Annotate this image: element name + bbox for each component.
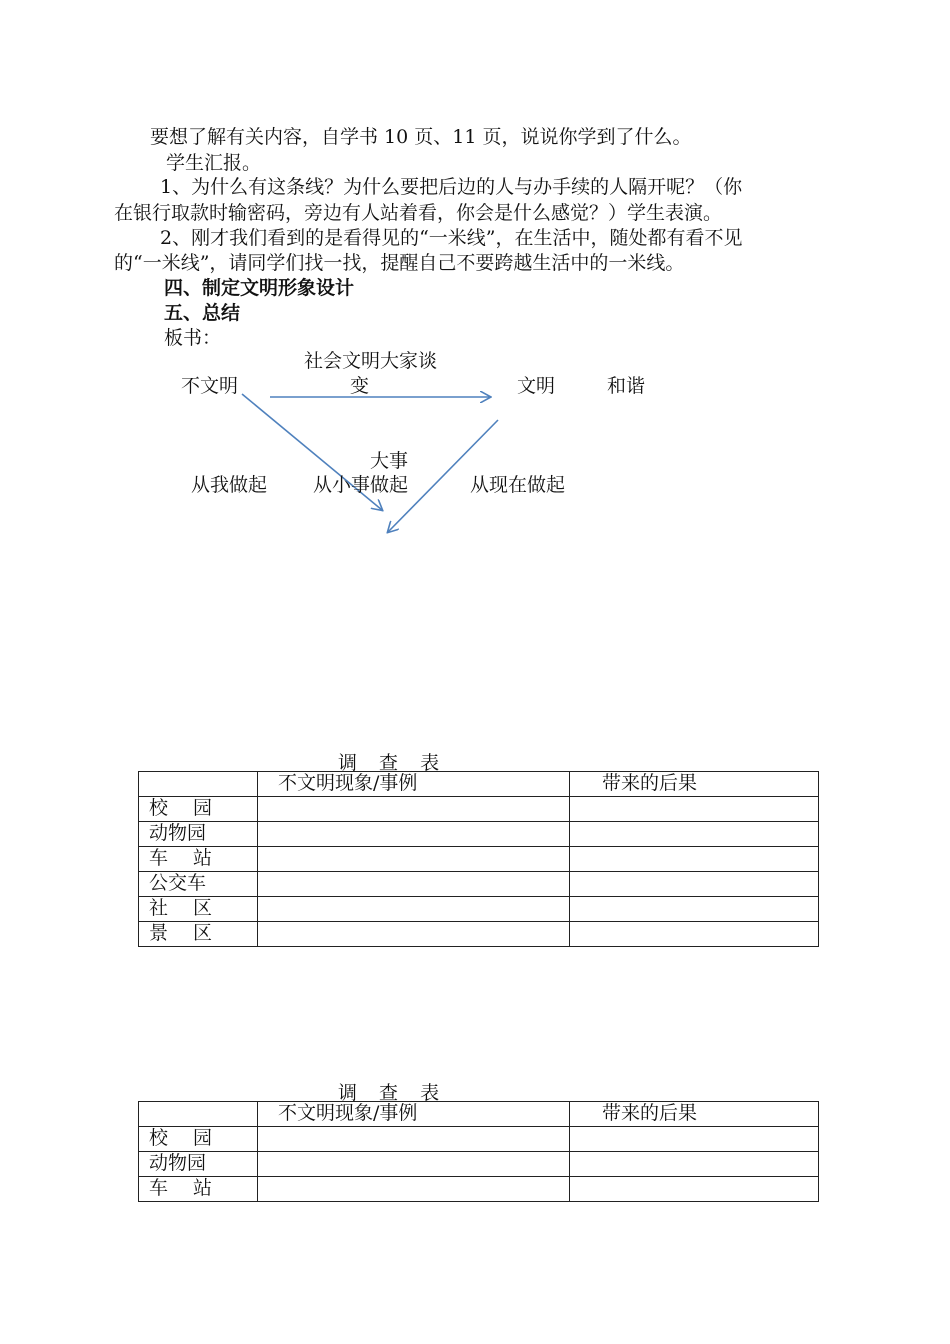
- table-cell[interactable]: [258, 822, 570, 847]
- board-from-small: 从小事做起: [313, 474, 409, 496]
- board-civil: 文明: [517, 375, 556, 397]
- table-cell[interactable]: [258, 1127, 570, 1152]
- board-change: 变: [350, 375, 370, 397]
- table-cell[interactable]: [258, 1177, 570, 1202]
- board-label: 板书：: [164, 327, 222, 349]
- table-row-label: 公交车: [139, 872, 258, 897]
- table-cell[interactable]: [258, 922, 570, 947]
- board-big-thing: 大事: [370, 450, 409, 472]
- paragraph-2: 学生汇报。: [166, 152, 262, 174]
- table-header-cell: [139, 1102, 258, 1127]
- table-row-label: 景 区: [139, 922, 258, 947]
- survey-table-1: [138, 771, 819, 947]
- table-cell[interactable]: [570, 922, 819, 947]
- board-uncivil: 不文明: [181, 375, 239, 397]
- table-header-cell: 不文明现象/事例: [258, 772, 570, 797]
- table-row-label: 车 站: [139, 847, 258, 872]
- paragraph-3: 1、为什么有这条线？为什么要把后边的人与办手续的人隔开呢？（你: [160, 176, 743, 198]
- table-row-label: 校 园: [139, 797, 258, 822]
- table-row: [139, 1177, 819, 1202]
- paragraph-4: 2、刚才我们看到的是看得见的“一米线”，在生活中，随处都有看不见: [160, 227, 743, 249]
- table-header-cell: 带来的后果: [570, 1102, 819, 1127]
- table-row: [139, 1152, 819, 1177]
- table-row: [139, 872, 819, 897]
- survey-table-2-title: 调 查 表: [338, 1082, 448, 1104]
- table-row-label: 社 区: [139, 897, 258, 922]
- table-cell[interactable]: [570, 872, 819, 897]
- table-header-cell: 不文明现象/事例: [258, 1102, 570, 1127]
- board-from-now: 从现在做起: [470, 474, 566, 496]
- table-header-cell: [139, 772, 258, 797]
- table-row: [139, 847, 819, 872]
- board-title: 社会文明大家谈: [304, 350, 438, 372]
- table-row: [139, 797, 819, 822]
- table-header-cell: 带来的后果: [570, 772, 819, 797]
- table-header-row: [139, 772, 819, 797]
- table-cell[interactable]: [258, 897, 570, 922]
- table-cell[interactable]: [258, 847, 570, 872]
- table-cell[interactable]: [570, 822, 819, 847]
- board-harmony: 和谐: [607, 375, 646, 397]
- table-row: [139, 1127, 819, 1152]
- table-cell[interactable]: [258, 872, 570, 897]
- table-row-label: 动物园: [139, 822, 258, 847]
- table-cell[interactable]: [570, 847, 819, 872]
- survey-table-1-title: 调 查 表: [338, 752, 448, 774]
- table-cell[interactable]: [258, 797, 570, 822]
- board-diagram-arrows: [0, 0, 950, 600]
- section-heading-4: 四、制定文明形象设计: [164, 277, 355, 299]
- board-from-me: 从我做起: [191, 474, 268, 496]
- table-cell[interactable]: [258, 1152, 570, 1177]
- table-row-label: 车 站: [139, 1177, 258, 1202]
- table-row: [139, 922, 819, 947]
- table-cell[interactable]: [570, 897, 819, 922]
- table-cell[interactable]: [570, 1152, 819, 1177]
- table-header-row: [139, 1102, 819, 1127]
- survey-table-2: [138, 1101, 819, 1202]
- table-row: [139, 822, 819, 847]
- paragraph-3-cont: 在银行取款时输密码，旁边有人站着看，你会是什么感觉？）学生表演。: [114, 202, 723, 224]
- paragraph-4-cont: 的“一米线”，请同学们找一找，提醒自己不要跨越生活中的一米线。: [114, 252, 685, 274]
- table-row-label: 校 园: [139, 1127, 258, 1152]
- table-row-label: 动物园: [139, 1152, 258, 1177]
- table-row: [139, 897, 819, 922]
- table-cell[interactable]: [570, 1127, 819, 1152]
- section-heading-5: 五、总结: [164, 302, 241, 324]
- table-cell[interactable]: [570, 1177, 819, 1202]
- table-cell[interactable]: [570, 797, 819, 822]
- paragraph-1: 要想了解有关内容，自学书 10 页、11 页，说说你学到了什么。: [150, 126, 692, 148]
